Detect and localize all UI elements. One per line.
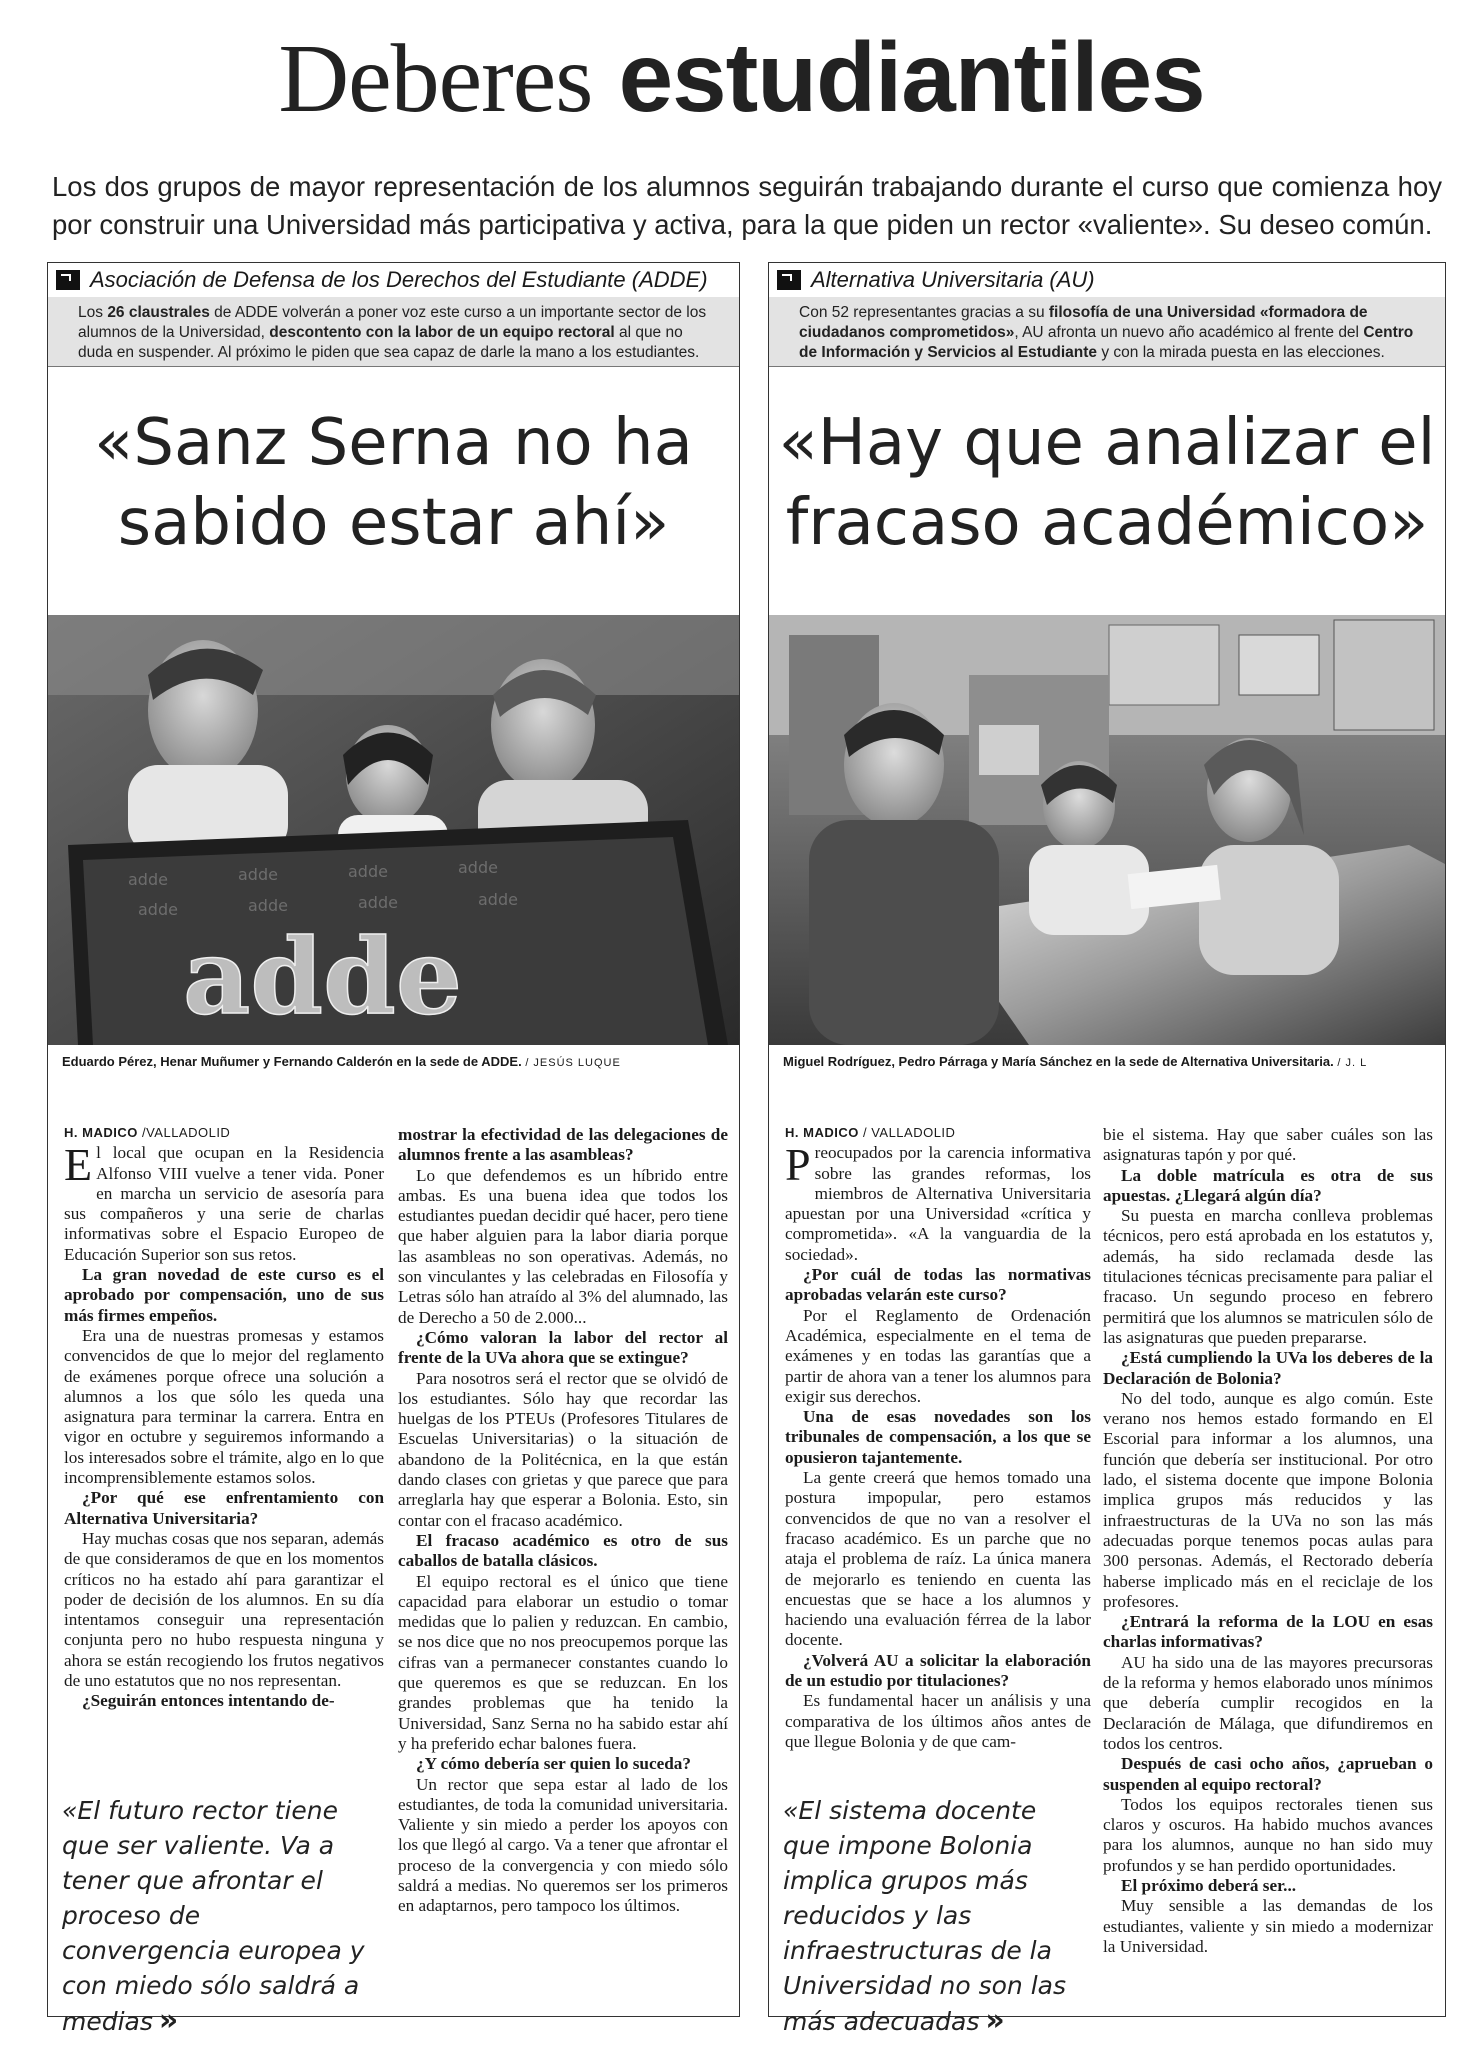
drop-cap: P [785,1139,811,1191]
paragraph [64,1139,384,1265]
intro-bold: descontento con la labor de un equipo rectoral [269,324,615,341]
quote-title [48,403,739,563]
pull-quote-text: «El sistema docente que impone Bolonia implica grupos más reducidos y las infraestructuras de la Universidad no son las más adecuadas [783,1796,1067,2036]
svg-text:adde: adde [128,870,168,889]
photo-au [769,615,1445,1045]
panel-au [768,262,1446,2038]
paragraph: Todos los equipos rectorales tienen sus claros y oscuros. Ha habido muchos avances para los alumnos, aunque no han sido muy profundos y se han perdido oportunidades. [1103,1794,1433,1875]
photo-au-image [769,615,1445,1045]
svg-text:adde: adde [238,865,278,884]
caption-text: Eduardo Pérez, Henar Muñumer y Fernando Calderón en la sede de ADDE. [62,1054,522,1069]
byline-name: H. MADICO [785,1125,859,1140]
photo-credit: / JESÚS LUQUE [525,1057,621,1069]
question: El fracaso académico es otro de sus caballos de batalla clásicos. [398,1530,728,1571]
paragraph-text: l local que ocupan en la Residencia Alfonso VIII vuelve a tener vida. Poner en marcha un servicio de asesoría para sus compañeros y una serie de charlas informativas sobre el Espacio Europeo de Educación Superior son sus retos. [64,1143,384,1264]
svg-text:adde: adde [478,890,518,909]
intro-text: Los [78,304,108,321]
question: ¿Entrará la reforma de la LOU en esas charlas informativas? [1103,1612,1433,1652]
paragraph: Su puesta en marcha conlleva problemas técnicos, pero está aprobada en los estatutos y, además, ha sido reclamada desde las titulaciones técnicas precisamente para paliar el fracaso. Un segundo proceso en febrero permitirá que los alumnos se matriculen sólo de las asignaturas que pueden prepararse. [1103,1206,1433,1347]
svg-text:adde: adde [248,896,288,915]
quote-title-line: «Sanz Serna no ha [94,406,693,480]
article-column-2 [398,1125,728,1917]
paragraph: Es fundamental hacer un análisis y una comparativa de los últimos años antes de que llegue Bolonia y de que cam- [785,1691,1091,1751]
pull-quote-text: «El futuro rector tiene que ser valiente. Va a tener que afrontar el proceso de convergencia europea y con miedo sólo saldrá a medias [62,1796,365,2036]
question: ¿Y cómo debería ser quien lo suceda? [416,1754,691,1774]
intro-box [48,297,739,367]
newspaper-logo-icon [777,270,801,290]
question: ¿Cómo valoran la labor del rector al frente de la UVa ahora que se extingue? [398,1327,728,1368]
intro-box [769,297,1445,367]
byline-name: H. MADICO [64,1125,138,1140]
org-header [48,263,739,298]
question: El próximo deberá ser... [1121,1875,1297,1895]
paragraph: bie el sistema. Hay que saber cuáles son las asignaturas tapón y por qué. [1103,1125,1433,1165]
photo-adde-image [48,615,739,1045]
intro-text: al que no duda en suspender. Al próximo le piden que sea capaz de darle la mano a los estudiantes. [78,324,700,361]
photo-credit: / J. L [1337,1057,1368,1069]
intro-bold: filosofía de una Universidad «formadora de ciudadanos comprometidos» [799,304,1368,341]
photo-caption [783,1053,1437,1072]
paragraph: Un rector que sepa estar al lado de los estudiantes, de toda la comunidad universitaria. Valiente y sin miedo a perder los apoyos con los que llegó al cargo. Va a tener que afrontar el proceso de la convergencia y con miedo sólo saldrá a medias. No queremos ser los primeros en adaptarnos, pero tampoco los últimos. [398,1774,728,1916]
paragraph: El equipo rectoral es el único que tiene capacidad para elaborar un estudio o tomar medidas que lo palien y reduzcan. En cambio, se nos dice que no nos preocupemos porque las cifras van a permanecer constantes cuando lo que queremos es que se reduzcan. En los grandes problemas que ha tenido la Universidad, Sanz Serna no ha sabido estar ahí y ha preferido echar balones fuera. [398,1571,728,1753]
question: Una de esas novedades son los tribunales de compensación, a los que se opusieron tajantemente. [785,1407,1091,1467]
quote-title-line: sabido estar ahí» [117,486,670,560]
paragraph [785,1139,1091,1265]
dek: Los dos grupos de mayor representación de los alumnos seguirán trabajando durante el curso que comienza hoy por construir una Universidad más participativa y activa, para la que piden un rector «valiente». Su deseo común. [52,171,1442,240]
quote-title-line: fracaso académico» [785,486,1429,560]
quote-title-line: «Hay que analizar el [778,406,1436,480]
question: ¿Volverá AU a solicitar la elaboración de un estudio por titulaciones? [785,1650,1091,1691]
chevron-right-icon: » [985,2003,1005,2038]
photo-adde [48,615,739,1045]
org-name: Asociación de Defensa de los Derechos del Estudiante (ADDE) [90,267,708,292]
question: La gran novedad de este curso es el aprobado por compensación, uno de sus más firmes empeños. [64,1265,384,1325]
article-column-1 [785,1123,1091,1752]
byline [64,1123,384,1143]
paragraph: No del todo, aunque es algo común. Este verano nos hemos estado formando en El Escorial para informar a los alumnos, una función que debería ser institucional. Por otro lado, el sistema docente que impone Bolonia implica grupos más reducidos y las infraestructuras de la UVa no son las más adecuadas porque tenemos pocas aulas para 300 personas. Además, el Rectorado debería haberse implicado más en el reciclaje de los profesores. [1103,1388,1433,1611]
org-header [769,263,1445,298]
drop-cap: E [64,1139,93,1191]
org-name: Alternativa Universitaria (AU) [811,267,1095,292]
svg-text:adde: adde [348,862,388,881]
byline-place: /VALLADOLID [141,1125,231,1140]
question: ¿Está cumpliendo la UVa los deberes de la Declaración de Bolonia? [1103,1348,1433,1388]
article-column-1 [64,1123,384,1712]
photo-sign-text: adde [183,915,462,1038]
paragraph: La gente creerá que hemos tomado una postura impopular, pero estamos convencidos de que no van a resolver el fracaso académico. Es un parche que no ataja el problema de raíz. La única manera de mejorarlo es teniendo en cuenta las encuestas que se hace a los alumnos y haciendo una evaluación férrea de la labor docente. [785,1468,1091,1650]
paragraph: Lo que defendemos es un híbrido entre ambas. Es una buena idea que todos los estudiantes puedan decidir qué hacer, pero tiene que haber alguien para la labor diaria porque las asambleas no son operativas. Además, no son vinculantes y las celebradas en Filosofía y Letras sólo han atraído al 3% del alumnado, las de Derecho a 50 de 2.000... [398,1165,728,1327]
headline-bold: estudiantiles [618,22,1205,132]
main-headline [0,22,1483,134]
question: ¿Por cuál de todas las normativas aprobadas velarán este curso? [785,1265,1091,1305]
intro-bold: Centro de Información y Servicios al Estudiante [799,324,1414,361]
panel-adde [47,262,740,2038]
paragraph-text: reocupados por la carencia informativa sobre las grandes reformas, los miembros de Alternativa Universitaria apuestan por una Universidad «crítica y comprometida». «A la vanguardia de la sociedad». [785,1143,1091,1264]
question: La doble matrícula es otra de sus apuestas. ¿Llegará algún día? [1103,1165,1433,1205]
intro-text: , AU afronta un nuevo año académico al frente del [1014,324,1364,341]
intro-text: y con la mirada puesta en las elecciones. [1097,344,1385,361]
question: ¿Por qué ese enfrentamiento con Alternativa Universitaria? [64,1488,384,1528]
question: Después de casi ocho años, ¿aprueban o suspenden al equipo rectoral? [1103,1754,1433,1794]
caption-text: Miguel Rodríguez, Pedro Párraga y María Sánchez en la sede de Alternativa Universitaria. [783,1054,1334,1069]
intro-text: Con 52 representantes gracias a su [799,304,1049,321]
byline [785,1123,1091,1143]
newspaper-logo-icon [56,270,80,290]
intro-bold: 26 claustrales [107,304,210,321]
intro-text: de ADDE volverán a poner voz este curso a un importante sector de los alumnos de la Universidad, [78,304,707,341]
paragraph: Para nosotros será el rector que se olvidó de los estudiantes. Sólo hay que recordar las huelgas de los PTEUs (Profesores Titulares de Escuelas Universitarias) o la situación de abandono de la Politécnica, en la que están dando clases con grietas y que parece que para arreglarla hay que esperar a Bolonia. Esto, sin contar con el fracaso académico. [398,1368,728,1530]
svg-text:adde: adde [138,900,178,919]
paragraph: Era una de nuestras promesas y estamos convencidos de que lo mejor del reglamento de exámenes porque ofrece una solución a alumnos a los que sólo les queda una asignatura para terminar la carrera. Entra en vigor en octubre y seguiremos informando a los interesados sobre el trámite, algo en lo que incomprensiblemente estamos solos. [64,1325,384,1488]
headline-light: Deberes [278,25,593,133]
pull-quote [62,1793,372,2039]
svg-text:adde: adde [358,893,398,912]
question: mostrar la efectividad de las delegaciones de alumnos frente a las asambleas? [398,1125,728,1165]
quote-title [769,403,1445,563]
chevron-right-icon: » [158,2003,179,2038]
svg-text:adde: adde [458,858,498,877]
paragraph: Por el Reglamento de Ordenación Académica, especialmente en el tema de exámenes y en todas las garantías que a partir de ahora van a tener los alumnos para exigir sus derechos. [785,1305,1091,1406]
byline-place: / VALLADOLID [862,1125,956,1140]
paragraph: Muy sensible a las demandas de los estudiantes, valiente y sin miedo a modernizar la Universidad. [1103,1896,1433,1956]
paragraph: AU ha sido una de las mayores precursoras de la reforma y hemos elaborado unos mínimos que debería cumplir recogidos en la Declaración de Málaga, que difundiremos en todos los centros. [1103,1652,1433,1753]
photo-caption [62,1053,731,1072]
article-column-2 [1103,1125,1433,1957]
question: ¿Seguirán entonces intentando de- [82,1691,335,1711]
pull-quote [783,1793,1083,2039]
paragraph: Hay muchas cosas que nos separan, además de que consideramos de que en los momentos críticos no ha estado ahí para garantizar el poder de decisión de los alumnos. En su día intentamos conseguir una representación conjunta pero no hubo respuesta ninguna y ahora se están recogiendo los frutos negativos de uno estatutos que no nos representan. [64,1528,384,1691]
